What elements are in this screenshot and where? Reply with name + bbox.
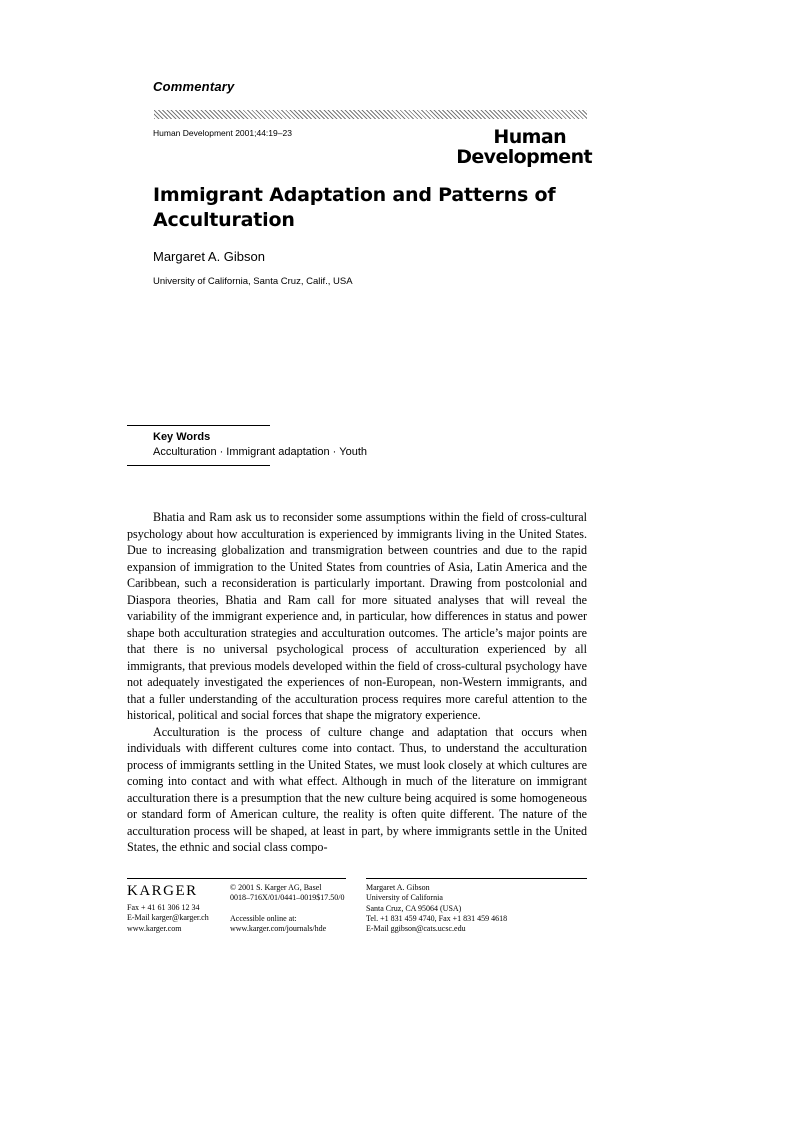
journal-citation: Human Development 2001;44:19–23 bbox=[153, 128, 292, 138]
footer-rule-left bbox=[127, 878, 346, 879]
publisher-fax: Fax + 41 61 306 12 34 bbox=[127, 903, 200, 912]
footer-rule-right bbox=[366, 878, 587, 879]
keyword-item: Acculturation bbox=[153, 446, 217, 458]
keywords-list bbox=[153, 446, 367, 458]
body-paragraph: Bhatia and Ram ask us to reconsider some assumptions within the field of cross-cultural psychology about how acculturation is experienced by immigrants living in the United States. Due to increasing globalization and transmigration between countries and due to the rapid expansion of immigration to the United States from countries of Asia, Latin America and the Caribbean, such a reconsideration is particularly important. Drawing from postcolonial and Diaspora theories, Bhatia and Ram call for more situated analyses that will reveal the variability of the immigrant experience and, in particular, how differences in status and power shape both acculturation strategies and acculturation outcomes. The article’s major points are that there is no universal psychological process of acculturation experienced by all immigrants, that previous models developed within the field of cross-cultural psychology have not adequately investigated the experiences of non-European, non-Western immigrants, and that a fuller understanding of the acculturation process requires more careful attention to the historical, political and social forces that shape the migratory experience. bbox=[127, 510, 587, 722]
online-access-label: Accessible online at: bbox=[230, 914, 297, 923]
correspondence-institution: University of California bbox=[366, 893, 443, 903]
copyright-block bbox=[230, 883, 344, 904]
online-access-block bbox=[230, 914, 326, 935]
author-name: Margaret A. Gibson bbox=[153, 249, 265, 264]
article-title-line1: Immigrant Adaptation and Patterns of bbox=[153, 184, 556, 206]
correspondence-phone: Tel. +1 831 459 4740, Fax +1 831 459 4618 bbox=[366, 913, 508, 923]
publisher-logo: KARGER bbox=[127, 883, 198, 899]
keyword-separator: · bbox=[332, 446, 337, 458]
journal-logo-line1: Human bbox=[493, 126, 566, 148]
section-label: Commentary bbox=[153, 79, 235, 94]
article-title bbox=[153, 183, 573, 233]
body-paragraph: Acculturation is the process of culture change and adaptation that occurs when individuals with different cultures come into contact. Thus, to understand the acculturation process of immigrants settling in the United States, we must look closely at which cultures are coming into contact and with what effect. Although in much of the literature on immigrant acculturation there is a presumption that the new culture being acquired is some homogeneous or standard form of American culture, the reality is often quite different. The nature of the acculturation process will be shaped, at least in part, by where immigrants settle in the United States, the ethnic and social class compo- bbox=[127, 724, 587, 854]
journal-logo-line2: Development bbox=[456, 146, 592, 168]
correspondence-email: E-Mail ggibson@cats.ucsc.edu bbox=[366, 924, 466, 934]
copyright-line: © 2001 S. Karger AG, Basel bbox=[230, 883, 322, 892]
author-affiliation: University of California, Santa Cruz, Calif., USA bbox=[153, 276, 353, 287]
keywords-bottom-rule bbox=[127, 465, 270, 466]
issn-line: 0018–716X/01/0441–0019$17.50/0 bbox=[230, 893, 345, 903]
correspondence-block bbox=[366, 883, 507, 934]
keyword-item: Immigrant adaptation bbox=[226, 446, 330, 458]
header-hatch-bar bbox=[154, 110, 587, 119]
article-title-line2: Acculturation bbox=[153, 209, 295, 231]
keyword-separator: · bbox=[219, 446, 224, 458]
publisher-email: E-Mail karger@karger.ch bbox=[127, 913, 209, 923]
keywords-heading: Key Words bbox=[153, 431, 211, 443]
online-access-url: www.karger.com/journals/hde bbox=[230, 924, 327, 934]
publisher-website: www.karger.com bbox=[127, 923, 182, 933]
publisher-contact bbox=[127, 903, 209, 934]
journal-logo bbox=[452, 127, 592, 167]
keyword-item: Youth bbox=[339, 446, 368, 458]
correspondence-address: Santa Cruz, CA 95064 (USA) bbox=[366, 903, 462, 913]
article-body bbox=[127, 509, 587, 856]
keywords-top-rule bbox=[127, 425, 270, 426]
correspondence-name: Margaret A. Gibson bbox=[366, 883, 430, 892]
